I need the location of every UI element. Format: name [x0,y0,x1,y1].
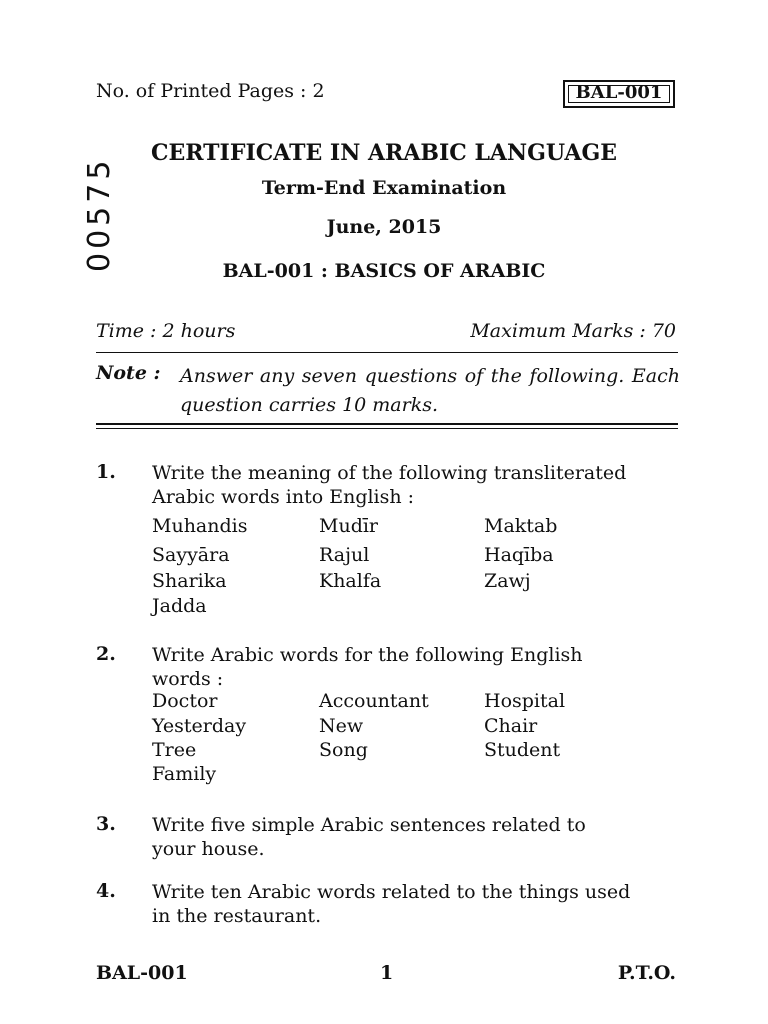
question-text: Write ten Arabic words related to the things used in the restaurant. [152,881,631,927]
word-item: Jadda [152,595,207,617]
divider-double [96,423,678,425]
printed-pages: No. of Printed Pages : 2 [96,80,325,102]
serial-number: 00575 [82,156,117,272]
question-text: Write five simple Arabic sentences related to your house. [152,814,586,860]
note-text: Answer any seven questions of the following. Each question carries 10 marks. [180,365,680,416]
word-item: Khalfa [319,570,382,592]
question-number: 1. [96,461,116,483]
word-item: Sayyāra [152,544,230,566]
exam-title: Term-End Examination [261,177,507,199]
word-item: Zawj [484,570,531,592]
word-item: Accountant [319,690,429,712]
subject-title: BAL-001 : BASICS OF ARABIC [222,260,546,282]
question-number: 3. [96,813,116,835]
question-text: Write Arabic words for the following English words : [152,644,583,690]
word-item: Rajul [319,544,370,566]
question-number: 2. [96,643,116,665]
divider-double-thin [96,428,678,429]
word-item: Yesterday [152,715,247,737]
word-item: Song [319,739,368,761]
word-item: Tree [152,739,197,761]
paper-code-box: BAL-001 [563,80,675,108]
footer-code: BAL-001 [96,962,188,984]
exam-date: June, 2015 [326,216,442,238]
note-label: Note : [96,362,161,384]
word-item: Maktab [484,515,558,537]
word-item: New [319,715,364,737]
please-turn-over: P.T.O. [617,962,676,984]
certificate-title: CERTIFICATE IN ARABIC LANGUAGE [150,140,618,166]
word-item: Haqība [484,544,554,566]
word-item: Student [484,739,561,761]
question-text: Write the meaning of the following transliterated Arabic words into English : [152,462,627,508]
question-number: 4. [96,880,116,902]
page-number: 1 [380,962,394,984]
word-item: Doctor [152,690,218,712]
word-item: Family [152,763,217,785]
time-allowed: Time : 2 hours [96,320,236,342]
word-item: Mudīr [319,515,379,537]
word-item: Hospital [484,690,566,712]
word-item: Sharika [152,570,227,592]
word-item: Muhandis [152,515,248,537]
maximum-marks: Maximum Marks : 70 [470,320,676,342]
divider [96,352,678,353]
word-item: Chair [484,715,538,737]
